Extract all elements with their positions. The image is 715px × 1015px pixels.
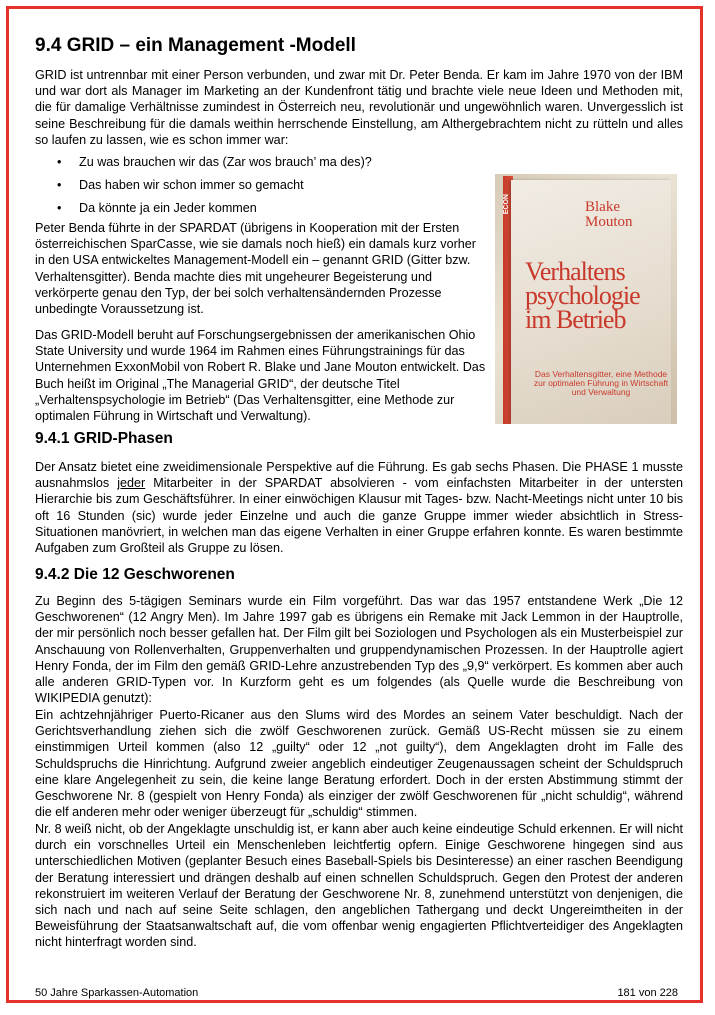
- story-paragraph-1: Ein achtzehnjähriger Puerto-Ricaner aus den Slums wird des Mordes an seinem Vater beschuldigt. Nach der Gerichtsverhandlung ziehen sich die zwölf Geschworenen zurück. Gemäß US-Recht müssen sie zu einem einstimmigen Urteil kommen (also 12 „guilty“ oder 12 „not guilty“), dem Angeklagten droht im Falle des Schuldspruchs die Hinrichtung. Aufgrund zweier angeblich eindeutiger Zeugenaussagen scheint der Schuldspruch eine klare Angelegenheit zu sein, die keine lange Beratung erfordert. Doch in der ersten Abstimmung stimmt der Geschworene Nr. 8 (gespielt von Henry Fonda) als einziger der zwölf Geschworenen für „nicht schuldig“, während die elf anderen mehr oder weniger überzeugt für „schuldig“ stimmen.: [35, 708, 683, 820]
- grid-model-paragraph: Das GRID-Modell beruht auf Forschungsergebnissen der amerikanischen Ohio State University und wurde 1964 im Rahmen eines Führungstrainings für das Unternehmen ExxonMobil von Robert R. Blake und Jane Mouton entwickelt. Das Buch heißt im Original „The Managerial GRID“, der deutsche Titel „Verhaltenspsychologie im Betrieb“ (Das Verhaltensgitter, eine Methode zur optimalen Führung in Wirtschaft und Verwaltung).: [35, 328, 486, 424]
- phases-text-end: Mitarbeiter in der SPARDAT absolvieren - vom einfachsten Mitarbeiter in der untersten Hierarchie bis zum Geschäftsführer. In einer einwöchigen Klausur mit Tages- bzw. Nacht-Meetings nicht unter 10 bis oft 16 Stunden (sic) wurde jeder Einzelne und auch die ganze Gruppe immer wieder absichtlich in Stress-Situationen manövriert, in welchen man das eigene Verhalten in einer Gruppe erfahren konnte. Es waren bestimmte Aufgaben zum Großteil als Gruppe zu lösen.: [35, 476, 684, 556]
- film-paragraph: Zu Beginn des 5-tägigen Seminars wurde ein Film vorgeführt. Das war das 1957 entstandene Werk „Die 12 Geschworenen“ (12 Angry Men). Im Jahre 1997 gab es übrigens ein Remake mit Jack Lemmon in der Hauptrolle, der mir persönlich noch besser gefallen hat. Der Film gilt bei Soziologen und Psychologen als ein Musterbeispiel zur Anschauung von Rollenverhalten, Gruppenverhalten und gruppendynamischen Prozessen. In der Hauptrolle agiert Henry Fonda, der im Film den gemäß GRID-Lehre anzustrebenden Typ des „9,9“ verkörpert. Es kommen aber auch alle anderen GRID-Typen vor. In Kurzform geht es um folgendes (als Quelle wurde die Beschreibung von WIKIPEDIA genutzt):: [35, 594, 683, 706]
- subsection-heading-jurors: 9.4.2 Die 12 Geschworenen: [35, 566, 235, 583]
- document-page: [6, 6, 703, 1003]
- book-cover-image: [495, 174, 677, 424]
- book-front: [511, 180, 671, 424]
- book-author: Blake Mouton: [585, 199, 633, 230]
- phases-underlined-word: jeder: [117, 476, 146, 491]
- book-publisher: ECON: [503, 194, 510, 215]
- phases-text-start: Der Ansatz bietet eine zweidimensionale Perspektive auf die Führung. Es gab sechs Phasen. Die PHASE 1 musste ausnahmslos: [35, 460, 683, 491]
- bullet-item: • Da könnte ja ein Jeder kommen: [35, 200, 465, 223]
- subsection-heading-phases: 9.4.1 GRID-Phasen: [35, 430, 173, 447]
- bullet-item: • Das haben wir schon immer so gemacht: [35, 177, 465, 200]
- intro-paragraph: GRID ist untrennbar mit einer Person verbunden, und zwar mit Dr. Peter Benda. Er kam im Jahre 1970 von der IBM und war dort als Manager im Marketing an der Kundenfront tätig und brachte viele neue Ideen und Methoden mit, die für damalige Verhältnisse zumindest in Österreich neu, revolutionär und ungewöhnlich waren. Unvergesslich ist seine Beschreibung für die damals weithin herrschende Einstellung, am Althergebrachtem nicht zu rütteln und alles so laufen zu lassen, wie es schon immer war:: [35, 68, 683, 147]
- footer-title: 50 Jahre Sparkassen-Automation: [35, 987, 199, 999]
- bullet-item: • Zu was brauchen wir das (Zar wos brauch’ ma des)?: [35, 154, 465, 177]
- footer-page-number: 181 von 228: [617, 987, 678, 999]
- book-subtitle: Das Verhaltensgitter, eine Methode zur optimalen Führung in Wirtschaft und Verwaltung: [533, 369, 669, 397]
- phases-paragraph: [35, 459, 683, 556]
- bullet-list: [35, 154, 465, 223]
- section-heading: 9.4 GRID – ein Management -Modell: [35, 35, 356, 56]
- spardat-paragraph: Peter Benda führte in der SPARDAT (übrigens in Kooperation mit der Ersten österreichischen SparCasse, wie sie damals noch hieß) ein damals kurz vorher in den USA entwickeltes Management-Modell ein – genannt GRID (Gitter bzw. Verhaltensgitter). Benda machte dies mit ungeheurer Begeisterung und verkörperte genau den Typ, der bei solch verhaltensändernden Prozesse unbedingte Voraussetzung ist.: [35, 221, 476, 317]
- story-paragraph-2: Nr. 8 weiß nicht, ob der Angeklagte unschuldig ist, er kann aber auch keine eindeutige Schuld erkennen. Er will nicht durch ein vorschnelles Urteil ein Menschenleben leichtfertig opfern. Einige Geschworene hingegen sind aus unterschiedlichen Motiven (geplanter Besuch eines Baseball-Spiels bis Desinteresse) an einer raschen Beendigung der Beratung interessiert und drängen deshalb auf einen schnellen Schuldspruch. Gegen den Protest der anderen rekonstruiert im weiteren Verlauf der Beratung der Geschworene Nr. 8, zunehmend unterstützt von denjenigen, die sich nach und nach auf seine Seite schlagen, den angeblichen Tathergang und deckt Ungereimtheiten in der Beweisführung der Staatsanwaltschaft auf, die vom offenbar wenig engagierten Pflichtverteidiger des Angeklagten nicht hinterfragt worden sind.: [35, 822, 683, 950]
- book-title: Verhaltens psychologie im Betrieb: [525, 257, 640, 334]
